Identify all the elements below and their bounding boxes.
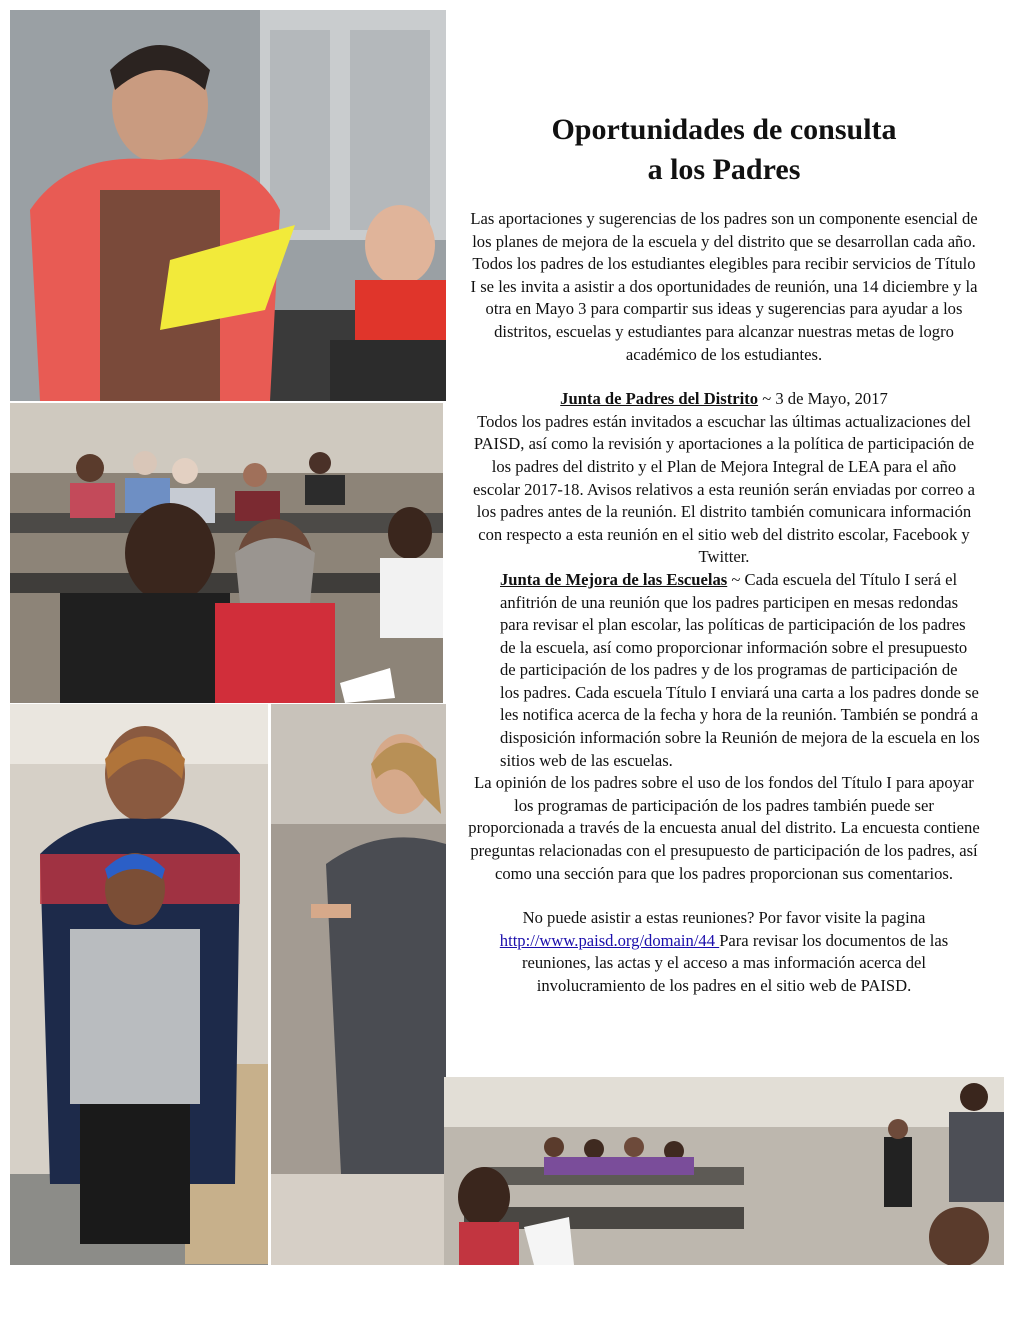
- district-meeting-date: ~ 3 de Mayo, 2017: [758, 389, 888, 409]
- photo-classroom-meeting: [444, 1077, 1004, 1265]
- closing-paragraph: [468, 907, 980, 997]
- page-title-line-2: a los Padres: [647, 153, 801, 186]
- district-meeting-body: Todos los padres están invitados a escuchar las últimas actualizaciones del PAISD, así como la revisión y aportaciones a la política de participación de los padres del distrito y el Plan de Mejora Integral de LEA para el año escolar 2017-18. Avisos relativos a esta reunión serán enviadas por correo a los padres antes de la reunión. El distrito también comunicara información con respecto a esta reunión en el sitio web del distrito escolar, Facebook y Twitter.: [473, 411, 975, 567]
- text-column: [468, 110, 980, 998]
- survey-paragraph: La opinión de los padres sobre el uso de los fondos del Título I para apoyar los programas de participación de los padres también puede ser proporcionada a través de la encuesta anual del distrito. La encuesta contiene preguntas relacionadas con el presupuesto de participación de los padres, así como una sección para que los padres proporcionan sus comentarios.: [468, 773, 980, 883]
- photo-parents-meeting-room: [10, 403, 443, 703]
- photo-speaker-woman: [271, 704, 446, 1265]
- photo-parent-reading-flyer: [10, 10, 446, 401]
- closing-question: No puede asistir a estas reuniones? Por favor visite la pagina: [522, 908, 926, 928]
- school-meeting-heading: Junta de Mejora de las Escuelas: [500, 569, 728, 589]
- school-meeting-body: ~ Cada escuela del Título I será el anfitrión de una reunión que los padres participen en mesas redondas para revisar el plan escolar, las políticas de participación de los padres de la escuela, así como proporcionar información sobre el presupuesto de participación de los padres y de los programas de participación de los padres. Cada escuela Título I enviará una carta a los padres donde se les notifica acerca de la fecha y hora de la reunión. También se pondrá a disposición información sobre la Reunión de mejora de la escuela en los sitios web de las escuelas.: [500, 569, 980, 770]
- paisd-domain-link[interactable]: http://www.paisd.org/domain/44: [499, 930, 720, 950]
- closing-rest: Para revisar los documentos de las reuniones, las actas y el acceso a mas información acerca del involucramiento de los padres en el sitio web de PAISD.: [521, 930, 949, 995]
- district-meeting-heading: Junta de Padres del Distrito: [560, 389, 759, 409]
- district-meeting-section: [468, 388, 980, 411]
- page-title-line-1: Oportunidades de consulta: [551, 113, 897, 146]
- intro-paragraph: Las aportaciones y sugerencias de los padres son un componente esencial de los planes de mejora de la escuela y del distrito que se desarrollan cada año. Todos los padres de los estudiantes elegibles para recibir servicios de Título I se les invita a asistir a dos oportunidades de reunión, una 14 diciembre y la otra en Mayo 3 para compartir sus ideas y sugerencias para ayudar a los distritos, escuelas y estudiantes para alcanzar nuestras metas de logro académico de los estudiantes.: [470, 209, 978, 364]
- page-title: [468, 110, 980, 190]
- photo-mother-and-daughter: [10, 704, 268, 1265]
- school-meeting-section: [468, 569, 980, 772]
